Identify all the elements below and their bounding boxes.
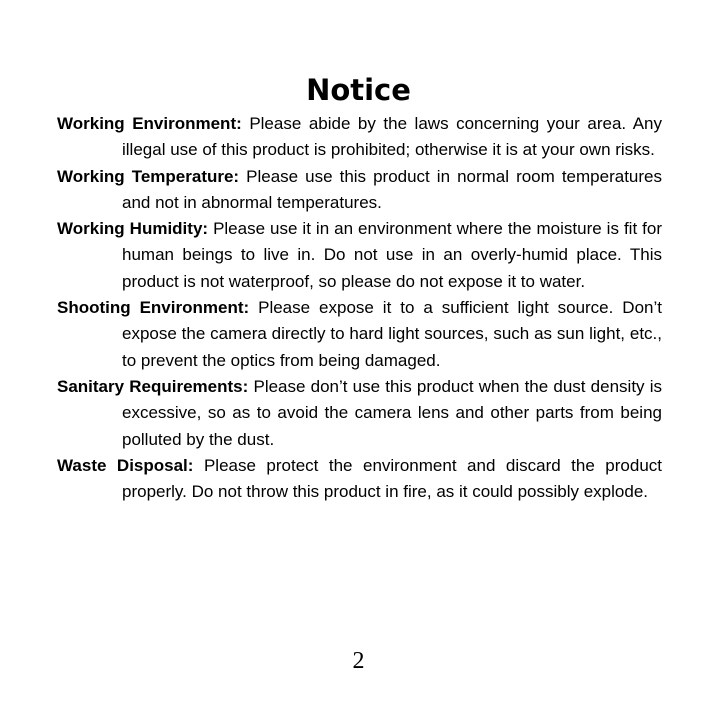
notice-item-shooting-environment <box>57 295 662 374</box>
notice-text: Please don’t use this product when the dust density is excessive, so as to avoid the camera lens and other parts from being polluted by the dust. <box>122 376 663 449</box>
notice-text: Please abide by the laws concerning your area. Any illegal use of this product is prohibited; otherwise it is at your own risks. <box>122 114 662 160</box>
notice-item-sanitary-requirements <box>57 374 662 453</box>
notice-text: Please use this product in normal room temperatures and not in abnormal temperatures. <box>122 166 662 212</box>
notice-text: Please use it in an environment where the moisture is fit for human beings to live in. Do not use in an overly-humid place. This product is not waterproof, so please do not expose it to water. <box>122 219 662 291</box>
notice-list <box>57 111 662 505</box>
notice-item-working-temperature <box>57 164 662 217</box>
notice-label: Working Temperature: <box>57 166 240 186</box>
notice-label: Working Humidity: <box>57 219 209 239</box>
notice-label: Waste Disposal: <box>57 455 194 475</box>
notice-item-working-environment <box>57 111 662 164</box>
notice-text: Please protect the environment and discard the product properly. Do not throw this product in fire, as it could possibly explode. <box>122 455 662 502</box>
notice-item-waste-disposal <box>57 453 662 506</box>
page-title: Notice <box>306 73 411 107</box>
notice-label: Sanitary Requirements: <box>57 376 249 396</box>
notice-text: Please expose it to a sufficient light source. Don’t expose the camera directly to hard light sources, such as sun light, etc., to prevent the optics from being damaged. <box>122 298 662 370</box>
notice-label: Working Environment: <box>57 114 242 133</box>
notice-label: Shooting Environment: <box>57 298 250 318</box>
notice-item-working-humidity <box>57 216 662 295</box>
page-number: 2 <box>352 648 365 674</box>
